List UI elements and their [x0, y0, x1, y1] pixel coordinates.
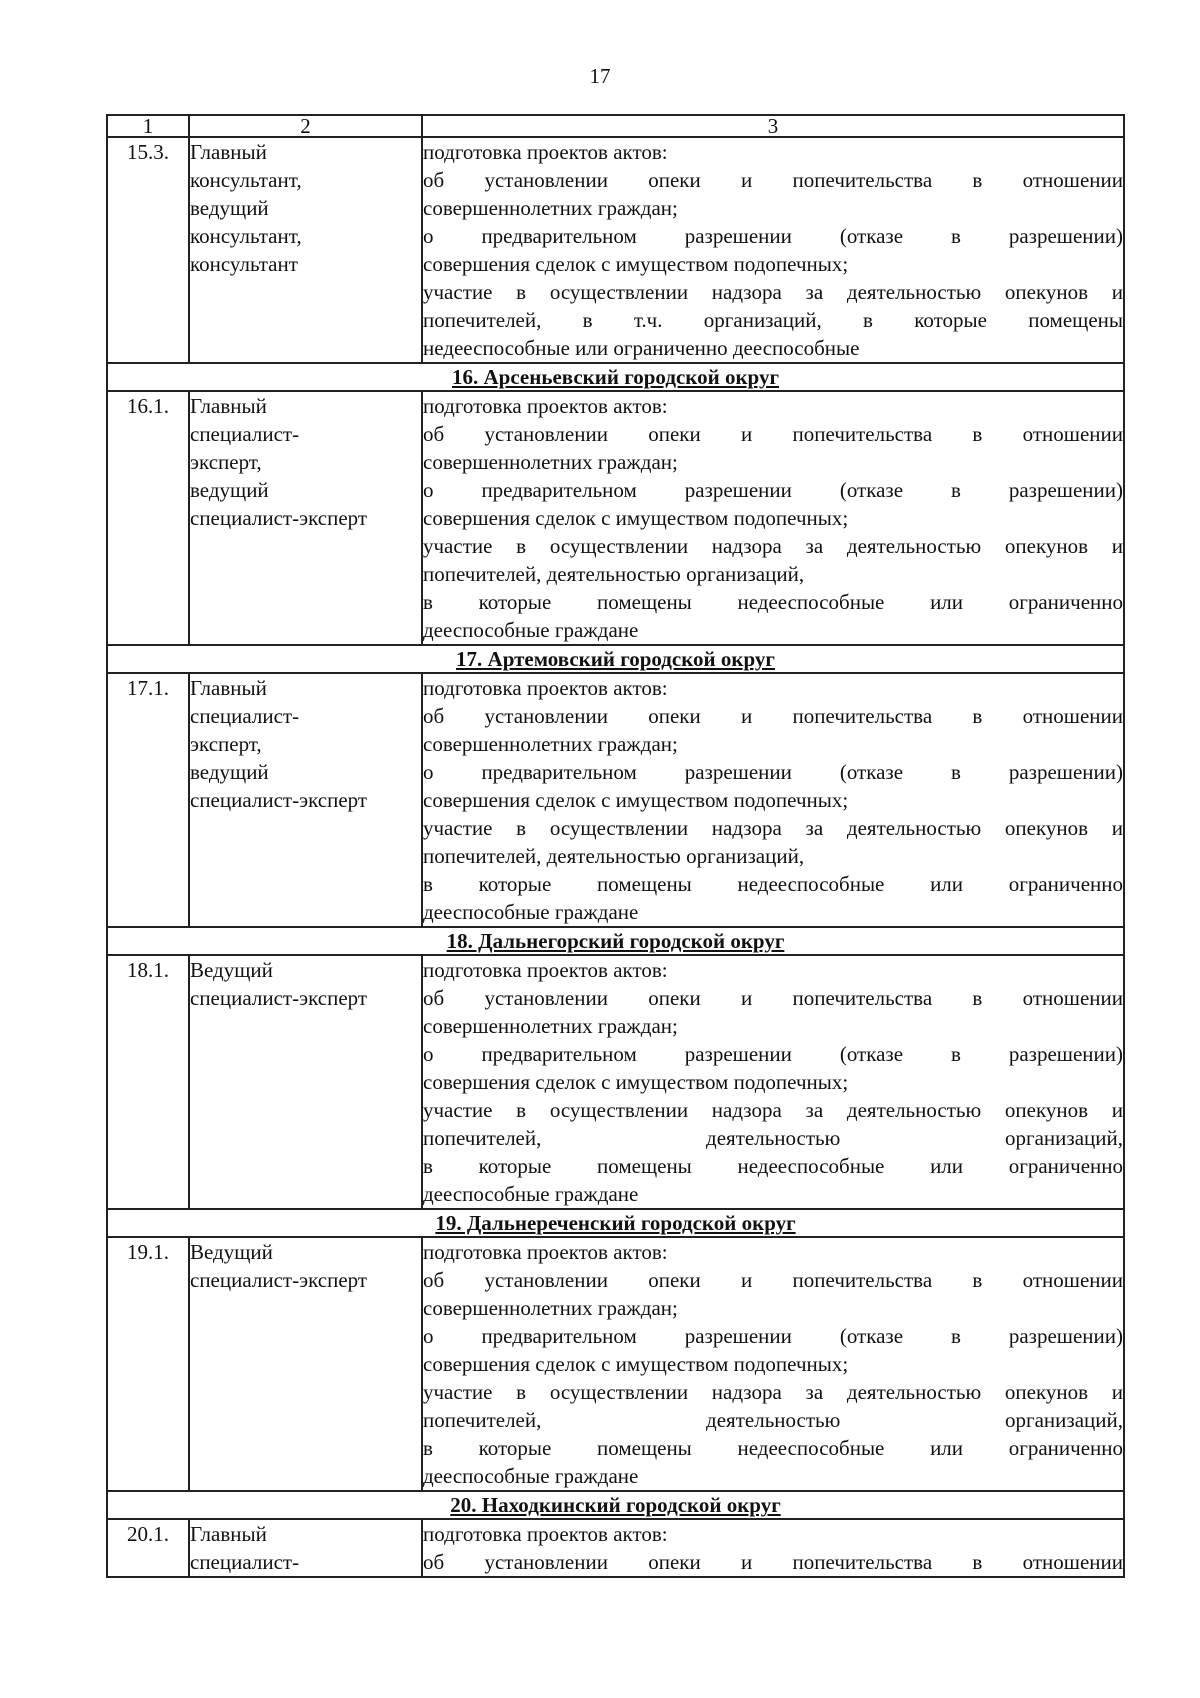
duty-line: об установлении опеки и попечительства в отношении: [423, 986, 1123, 1010]
duty-line: совершения сделок с имуществом подопечных;: [423, 788, 849, 812]
section-title: 20. Находкинский городской округ: [450, 1493, 781, 1517]
duty-line: совершения сделок с имуществом подопечных;: [423, 506, 849, 530]
duty-line: совершения сделок с имуществом подопечных;: [423, 1070, 849, 1094]
position-cell: [189, 1237, 422, 1491]
duty-line: участие в осуществлении надзора за деятельностью опекунов и: [423, 1098, 1123, 1122]
duty-line: дееспособные граждане: [423, 1464, 639, 1488]
duty-line: в которые помещены недееспособные или ограниченно: [423, 590, 1123, 614]
duty-line: совершеннолетних граждан;: [423, 1296, 678, 1320]
position-line: специалист-: [190, 422, 300, 446]
position-line: специалист-эксперт: [190, 506, 368, 530]
duty-line: подготовка проектов актов:: [423, 140, 668, 164]
duties-cell: [422, 137, 1124, 363]
position-line: специалист-эксперт: [190, 788, 368, 812]
position-line: консультант,: [190, 224, 302, 248]
table-row: [107, 391, 1124, 645]
table-row: [107, 137, 1124, 363]
duty-line: совершеннолетних граждан;: [423, 1014, 678, 1038]
duty-line: в которые помещены недееспособные или ограниченно: [423, 1154, 1123, 1178]
row-number: 15.3.: [107, 137, 189, 363]
duty-line: попечителей, деятельностью организаций,: [423, 1126, 1123, 1150]
position-cell: [189, 673, 422, 927]
duty-line: об установлении опеки и попечительства в отношении: [423, 1268, 1123, 1292]
position-line: Ведущий: [190, 1240, 273, 1264]
position-line: Главный: [190, 1522, 267, 1546]
duty-line: об установлении опеки и попечительства в отношении: [423, 422, 1123, 446]
duty-line: совершеннолетних граждан;: [423, 196, 678, 220]
table-row: [107, 1519, 1124, 1577]
duty-line: участие в осуществлении надзора за деятельностью опекунов и: [423, 816, 1123, 840]
duty-line: совершеннолетних граждан;: [423, 732, 678, 756]
position-line: специалист-: [190, 704, 300, 728]
duty-line: дееспособные граждане: [423, 1182, 639, 1206]
position-line: ведущий: [190, 478, 269, 502]
duty-line: недееспособные или ограниченно дееспособные: [423, 336, 860, 360]
duty-line: дееспособные граждане: [423, 900, 639, 924]
row-number: 19.1.: [107, 1237, 189, 1491]
position-line: специалист-эксперт: [190, 1268, 368, 1292]
position-line: Главный: [190, 676, 267, 700]
duty-line: попечителей, деятельностью организаций,: [423, 1408, 1123, 1432]
position-line: консультант: [190, 252, 298, 276]
duties-cell: [422, 1237, 1124, 1491]
position-line: Ведущий: [190, 958, 273, 982]
duty-line: совершеннолетних граждан;: [423, 450, 678, 474]
duty-line: попечителей, деятельностью организаций,: [423, 844, 805, 868]
duties-cell: [422, 391, 1124, 645]
position-line: консультант,: [190, 168, 302, 192]
section-title: 18. Дальнегорский городской округ: [446, 929, 785, 953]
duty-line: о предварительном разрешении (отказе в разрешении): [423, 224, 1123, 248]
duty-line: подготовка проектов актов:: [423, 676, 668, 700]
section-title: 17. Артемовский городской округ: [456, 647, 775, 671]
header-col-2: 2: [189, 115, 422, 137]
duty-line: попечителей, деятельностью организаций,: [423, 562, 805, 586]
page-number: 17: [589, 64, 611, 88]
duty-line: совершения сделок с имуществом подопечных;: [423, 252, 849, 276]
table-row: [107, 1237, 1124, 1491]
duty-line: об установлении опеки и попечительства в отношении: [423, 168, 1123, 192]
header-col-1: 1: [107, 115, 189, 137]
duty-line: о предварительном разрешении (отказе в разрешении): [423, 1324, 1123, 1348]
row-number: 16.1.: [107, 391, 189, 645]
section-heading-row: [107, 363, 1124, 391]
duty-line: дееспособные граждане: [423, 618, 639, 642]
position-line: эксперт,: [190, 450, 262, 474]
position-cell: [189, 391, 422, 645]
duty-line: в которые помещены недееспособные или ограниченно: [423, 872, 1123, 896]
table-row: [107, 673, 1124, 927]
section-title: 19. Дальнереченский городской округ: [435, 1211, 796, 1235]
duty-line: об установлении опеки и попечительства в отношении: [423, 704, 1123, 728]
duty-line: о предварительном разрешении (отказе в разрешении): [423, 478, 1123, 502]
duty-line: участие в осуществлении надзора за деятельностью опекунов и: [423, 534, 1123, 558]
duty-line: о предварительном разрешении (отказе в разрешении): [423, 1042, 1123, 1066]
duty-line: попечителей, в т.ч. организаций, в которые помещены: [423, 308, 1123, 332]
duties-table: [106, 114, 1125, 1578]
section-heading: [107, 927, 1124, 955]
section-heading: [107, 363, 1124, 391]
duty-line: подготовка проектов актов:: [423, 1522, 668, 1546]
duty-line: о предварительном разрешении (отказе в разрешении): [423, 760, 1123, 784]
position-line: ведущий: [190, 196, 269, 220]
duty-line: участие в осуществлении надзора за деятельностью опекунов и: [423, 280, 1123, 304]
position-cell: [189, 137, 422, 363]
section-heading-row: [107, 1491, 1124, 1519]
duty-line: подготовка проектов актов:: [423, 394, 668, 418]
header-col-3: 3: [422, 115, 1124, 137]
duties-cell: [422, 1519, 1124, 1577]
position-line: ведущий: [190, 760, 269, 784]
position-line: Главный: [190, 140, 267, 164]
row-number: 17.1.: [107, 673, 189, 927]
row-number: 18.1.: [107, 955, 189, 1209]
duty-line: об установлении опеки и попечительства в отношении: [423, 1550, 1123, 1574]
section-heading-row: [107, 927, 1124, 955]
table-header-row: [107, 115, 1124, 137]
duty-line: участие в осуществлении надзора за деятельностью опекунов и: [423, 1380, 1123, 1404]
position-line: Главный: [190, 394, 267, 418]
section-title: 16. Арсеньевский городской округ: [452, 365, 779, 389]
duty-line: в которые помещены недееспособные или ограниченно: [423, 1436, 1123, 1460]
section-heading-row: [107, 645, 1124, 673]
position-cell: [189, 1519, 422, 1577]
duties-cell: [422, 673, 1124, 927]
section-heading: [107, 1491, 1124, 1519]
position-line: эксперт,: [190, 732, 262, 756]
duties-cell: [422, 955, 1124, 1209]
row-number: 20.1.: [107, 1519, 189, 1577]
table-row: [107, 955, 1124, 1209]
section-heading-row: [107, 1209, 1124, 1237]
duty-line: совершения сделок с имуществом подопечных;: [423, 1352, 849, 1376]
section-heading: [107, 1209, 1124, 1237]
section-heading: [107, 645, 1124, 673]
position-line: специалист-эксперт: [190, 986, 368, 1010]
position-cell: [189, 955, 422, 1209]
duty-line: подготовка проектов актов:: [423, 958, 668, 982]
duty-line: подготовка проектов актов:: [423, 1240, 668, 1264]
position-line: специалист-: [190, 1550, 300, 1574]
